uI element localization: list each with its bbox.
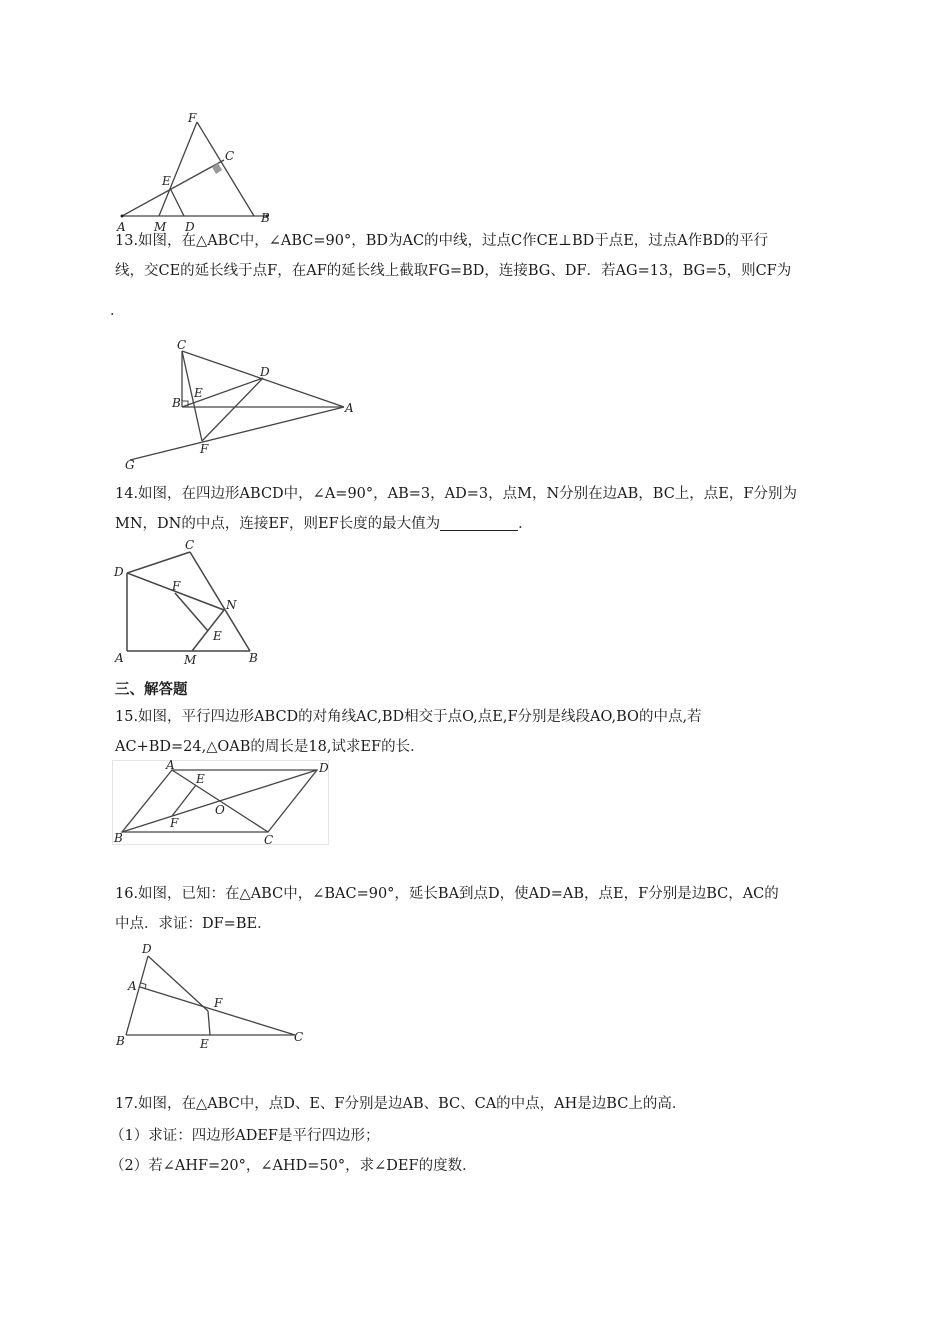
label-D: D [114, 565, 124, 579]
figure-q13 [118, 337, 363, 472]
section-heading: 三、解答题 [115, 682, 188, 698]
label-B: B [116, 1034, 125, 1048]
label-C: C [264, 833, 274, 847]
label-C: C [294, 1030, 304, 1044]
q14-line1: 14.如图，在四边形ABCD中，∠A=90°，AB=3，AD=3，点M，N分别在边AB，BC上，点E，F分别为 [115, 486, 797, 502]
label-E: E [213, 629, 222, 643]
figure-triangle-fab [112, 110, 282, 235]
label-F: F [188, 111, 197, 125]
figure-q15 [112, 760, 330, 848]
label-A: A [128, 979, 137, 993]
figure-q14 [112, 538, 262, 666]
label-M: M [154, 220, 167, 234]
label-D: D [142, 942, 152, 956]
label-F: F [172, 579, 181, 593]
q13-line1: 13.如图，在△ABC中，∠ABC=90°，BD为AC的中线，过点C作CE⊥BD于点E，过点A作BD的平行 [115, 233, 769, 249]
answer-blank [440, 514, 518, 531]
q13-line2: 线，交CE的延长线于点F，在AF的延长线上截取FG=BD，连接BG、DF．若AG=13，BG=5，则CF为 [115, 263, 792, 279]
label-B: B [172, 396, 181, 410]
label-C: C [185, 538, 195, 552]
label-F: F [200, 442, 209, 456]
label-E: E [196, 772, 205, 786]
q16-line2: 中点．求证：DF=BE． [115, 916, 272, 932]
label-C: C [225, 149, 235, 163]
label-B: B [249, 651, 258, 665]
label-E: E [162, 174, 171, 188]
label-C: C [177, 338, 187, 352]
label-D: D [185, 220, 195, 234]
label-M: M [184, 653, 197, 666]
label-A: A [345, 401, 354, 415]
label-A: A [117, 220, 126, 234]
label-E: E [200, 1037, 209, 1051]
q14-line2-end: ． [518, 516, 533, 532]
label-D: D [260, 365, 270, 379]
q15-line1: 15.如图，平行四边形ABCD的对角线AC,BD相交于点O,点E,F分别是线段AO,BO的中点,若 [115, 709, 702, 725]
figure-q16 [112, 938, 307, 1053]
label-N: N [226, 598, 237, 612]
label-F: F [214, 996, 223, 1010]
label-G: G [125, 458, 135, 472]
q14-line2 [115, 509, 845, 539]
q15-line2: AC+BD=24,△OAB的周长是18,试求EF的长． [115, 739, 425, 755]
label-D: D [319, 761, 329, 775]
q17-sub2: （2）若∠AHF=20°，∠AHD=50°，求∠DEF的度数． [110, 1158, 477, 1174]
label-A: A [166, 760, 175, 772]
label-B: B [114, 831, 123, 845]
q13-line3: ． [110, 303, 125, 319]
q16-line1: 16.如图，已知：在△ABC中，∠BAC=90°，延长BA到点D，使AD=AB，点E，F分别是边BC，AC的 [115, 886, 779, 902]
label-E: E [194, 386, 203, 400]
label-O: O [215, 803, 225, 817]
label-A: A [115, 651, 124, 665]
q14-line2-text: MN，DN的中点，连接EF，则EF长度的最大值为 [115, 516, 441, 532]
q17-sub1: （1）求证：四边形ADEF是平行四边形； [110, 1128, 380, 1144]
label-F: F [170, 816, 179, 830]
q17-line1: 17.如图，在△ABC中，点D、E、F分别是边AB、BC、CA的中点，AH是边BC上的高． [115, 1096, 687, 1112]
label-B: B [261, 211, 270, 225]
